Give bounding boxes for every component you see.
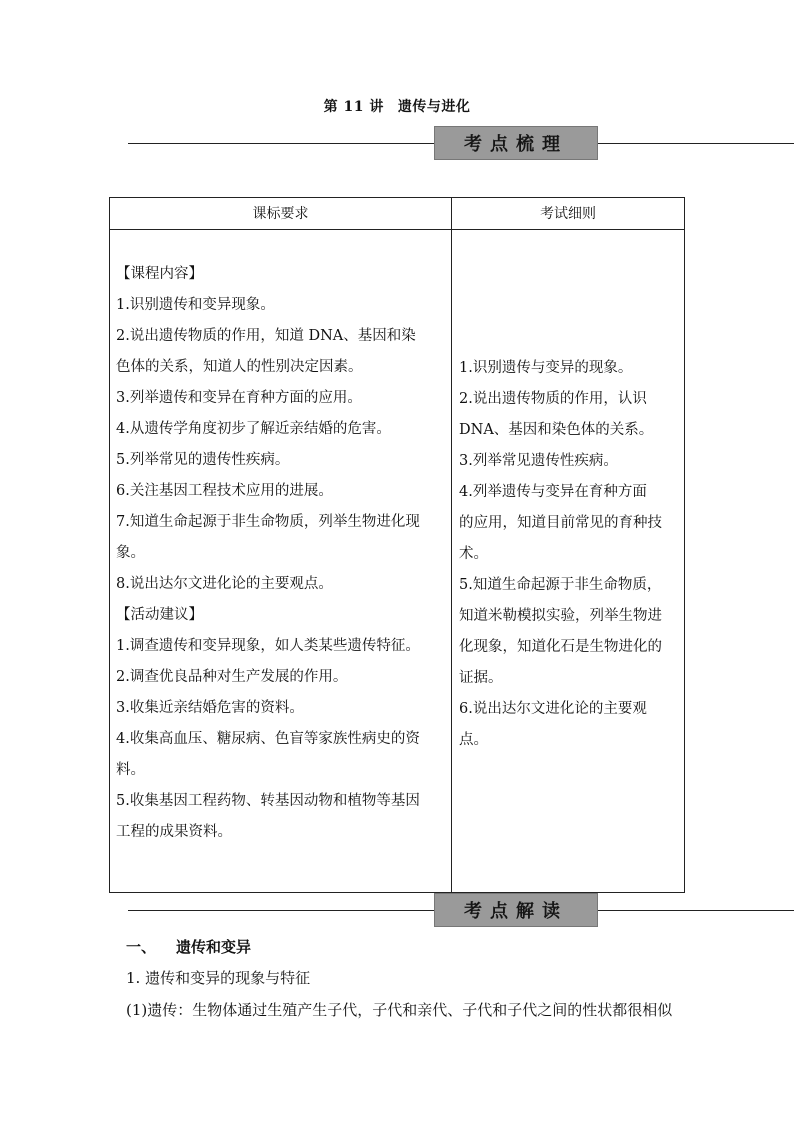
exam-detail-line: 术。 [459,546,488,562]
curriculum-line: 【课程内容】 [116,266,203,282]
paragraph: (1)遗传：生物体通过生殖产生子代，子代和亲代、子代和子代之间的性状都很相似 [126,1001,673,1019]
curriculum-line: 象。 [116,545,145,561]
exam-detail-line: 的应用，知道目前常见的育种技 [459,515,662,531]
curriculum-line: 料。 [116,762,145,778]
table-header-exam-details: 考试细则 [540,206,596,222]
table-column-divider [451,198,452,892]
banner-row-bottom [0,893,794,929]
section-number: 一、 [126,938,157,956]
banner-row-top [0,126,794,162]
subheading: 1. 遗传和变异的现象与特征 [126,969,311,987]
exam-detail-line: 知道米勒模拟实验，列举生物进 [459,608,662,624]
exam-detail-line: 点。 [459,732,488,748]
exam-detail-line: 3.列举常见遗传性疾病。 [459,453,618,469]
banner-rule-right [598,143,794,144]
banner-rule-right [598,910,794,911]
section-heading [126,936,251,958]
exam-detail-line: 2.说出遗传物质的作用，认识 [459,391,647,407]
curriculum-line: 1.识别遗传和变异现象。 [116,297,275,313]
curriculum-line: 2.调查优良品种对生产发展的作用。 [116,669,348,685]
curriculum-line: 2.说出遗传物质的作用，知道 DNA、基因和染 [116,328,416,344]
exam-detail-line: 化现象，知道化石是生物进化的 [459,639,662,655]
lecture-topic: 遗传与进化 [397,99,471,115]
table-header-curriculum: 课标要求 [252,206,309,222]
curriculum-line: 5.列举常见的遗传性疾病。 [116,452,290,468]
banner-kaodian-jiedu: 考点解读 [434,893,598,927]
exam-detail-line: 5.知道生命起源于非生命物质， [459,577,662,593]
curriculum-line: 7.知道生命起源于非生命物质，列举生物进化现 [116,514,420,530]
curriculum-line: 8.说出达尔文进化论的主要观点。 [116,576,333,592]
table-header-divider [110,229,684,230]
exam-detail-line: DNA、基因和染色体的关系。 [459,422,654,438]
requirements-table [109,197,685,893]
lecture-number: 第 11 讲 [323,99,384,115]
curriculum-line: 3.列举遗传和变异在育种方面的应用。 [116,390,362,406]
exam-detail-line: 6.说出达尔文进化论的主要观 [459,701,647,717]
curriculum-line: 4.从遗传学角度初步了解近亲结婚的危害。 [116,421,391,437]
curriculum-line: 4.收集高血压、糖尿病、色盲等家族性病史的资 [116,731,420,747]
exam-detail-line: 4.列举遗传与变异在育种方面 [459,484,647,500]
section-title: 遗传和变异 [176,938,252,956]
curriculum-line: 工程的成果资料。 [116,824,232,840]
curriculum-line: 1.调查遗传和变异现象，如人类某些遗传特征。 [116,638,420,654]
exam-detail-line: 证据。 [459,670,503,686]
curriculum-line: 3.收集近亲结婚危害的资料。 [116,700,304,716]
banner-kaodian-shuli: 考点梳理 [434,126,598,160]
banner-rule-left [128,910,434,911]
curriculum-line: 5.收集基因工程药物、转基因动物和植物等基因 [116,793,420,809]
page-title [0,96,794,116]
curriculum-line: 【活动建议】 [116,607,203,623]
exam-detail-line: 1.识别遗传与变异的现象。 [459,360,633,376]
banner-rule-left [128,143,434,144]
curriculum-line: 色体的关系，知道人的性别决定因素。 [116,359,363,375]
curriculum-line: 6.关注基因工程技术应用的进展。 [116,483,333,499]
